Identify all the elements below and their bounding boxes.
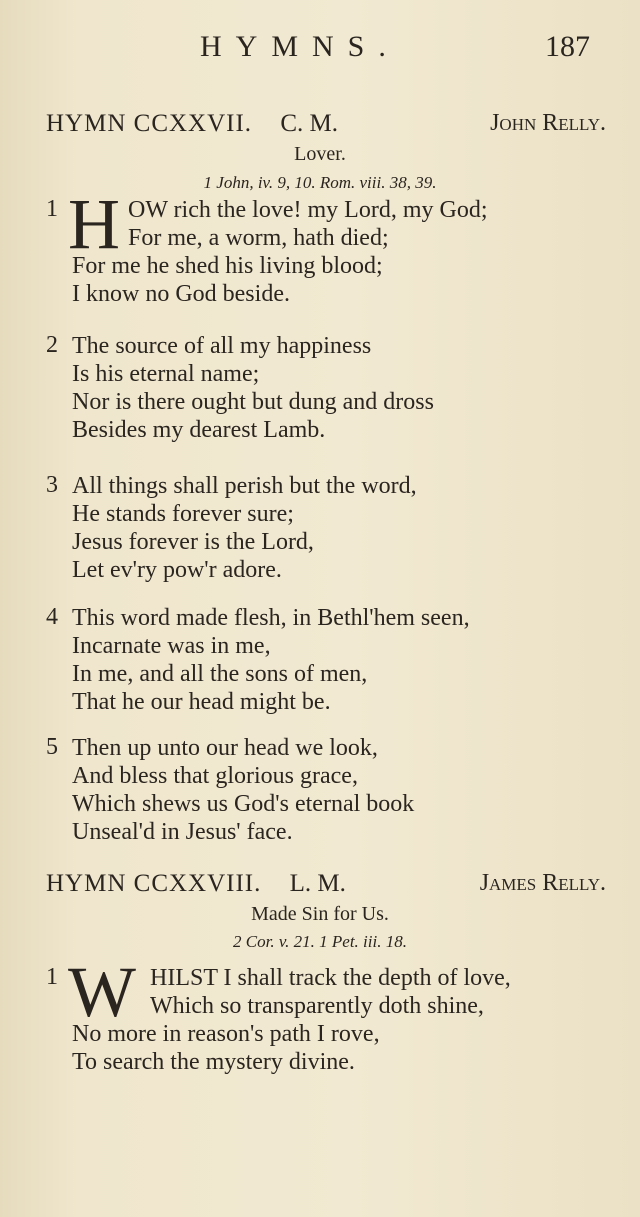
- verse-line: Nor is there ought but dung and dross: [72, 389, 434, 415]
- verse-line: The source of all my happiness: [72, 333, 372, 359]
- verse-line: HILST I shall track the depth of love,: [150, 965, 511, 991]
- verse-line: To search the mystery divine.: [72, 1049, 355, 1075]
- running-title: HYMNS.: [200, 30, 400, 63]
- verse-line: For me, a worm, hath died;: [128, 225, 389, 251]
- verse-line: OW rich the love! my Lord, my God;: [128, 197, 488, 223]
- hymn-author: John Relly.: [490, 110, 606, 136]
- verse-line: Unseal'd in Jesus' face.: [72, 819, 293, 845]
- verse-line: Let ev'ry pow'r adore.: [72, 557, 282, 583]
- verse-line: And bless that glorious grace,: [72, 763, 358, 789]
- scripture-reference: 1 John, iv. 9, 10. Rom. viii. 38, 39.: [203, 173, 437, 192]
- verse-line: Is his eternal name;: [72, 361, 260, 387]
- verse-line: Incarnate was in me,: [72, 633, 271, 659]
- verse-line: Which so transparently doth shine,: [150, 993, 484, 1019]
- hymn-meter: L. M.: [289, 870, 346, 897]
- hymn-author: James Relly.: [479, 870, 606, 896]
- verse-line: I know no God beside.: [72, 281, 290, 307]
- verse-line: He stands forever sure;: [72, 501, 294, 527]
- verse-line: Which shews us God's eternal book: [72, 791, 415, 817]
- stanza-number: 1: [46, 196, 58, 222]
- hymn-meter: C. M.: [280, 110, 338, 137]
- verse-line: Besides my dearest Lamb.: [72, 417, 326, 443]
- verse-line: In me, and all the sons of men,: [72, 661, 368, 687]
- stanza-number: 3: [46, 472, 58, 498]
- running-head: [0, 30, 640, 70]
- verse-line: For me he shed his living blood;: [72, 253, 383, 279]
- stanza-number: 5: [46, 734, 58, 760]
- verse-line: Then up unto our head we look,: [72, 735, 378, 761]
- hymn-subtitle: Lover.: [294, 143, 346, 165]
- hymn-title: [46, 110, 606, 138]
- hymn-number: HYMN CCXXVIII.: [46, 870, 262, 897]
- stanza-number: 4: [46, 604, 58, 630]
- hymn-title: [46, 870, 606, 898]
- page-number: 187: [545, 30, 590, 63]
- verse-line: That he our head might be.: [72, 689, 331, 715]
- verse-line: This word made flesh, in Bethl'hem seen,: [72, 605, 470, 631]
- drop-cap: W: [68, 952, 136, 1032]
- hymn-number: HYMN CCXXVII.: [46, 110, 253, 137]
- verse-line: All things shall perish but the word,: [72, 473, 417, 499]
- verse-line: No more in reason's path I rove,: [72, 1021, 380, 1047]
- hymn-subtitle: Made Sin for Us.: [251, 903, 389, 925]
- scripture-reference: 2 Cor. v. 21. 1 Pet. iii. 18.: [233, 932, 407, 951]
- drop-cap: H: [68, 184, 120, 264]
- stanza-number: 1: [46, 964, 58, 990]
- verse-line: Jesus forever is the Lord,: [72, 529, 314, 555]
- stanza-number: 2: [46, 332, 58, 358]
